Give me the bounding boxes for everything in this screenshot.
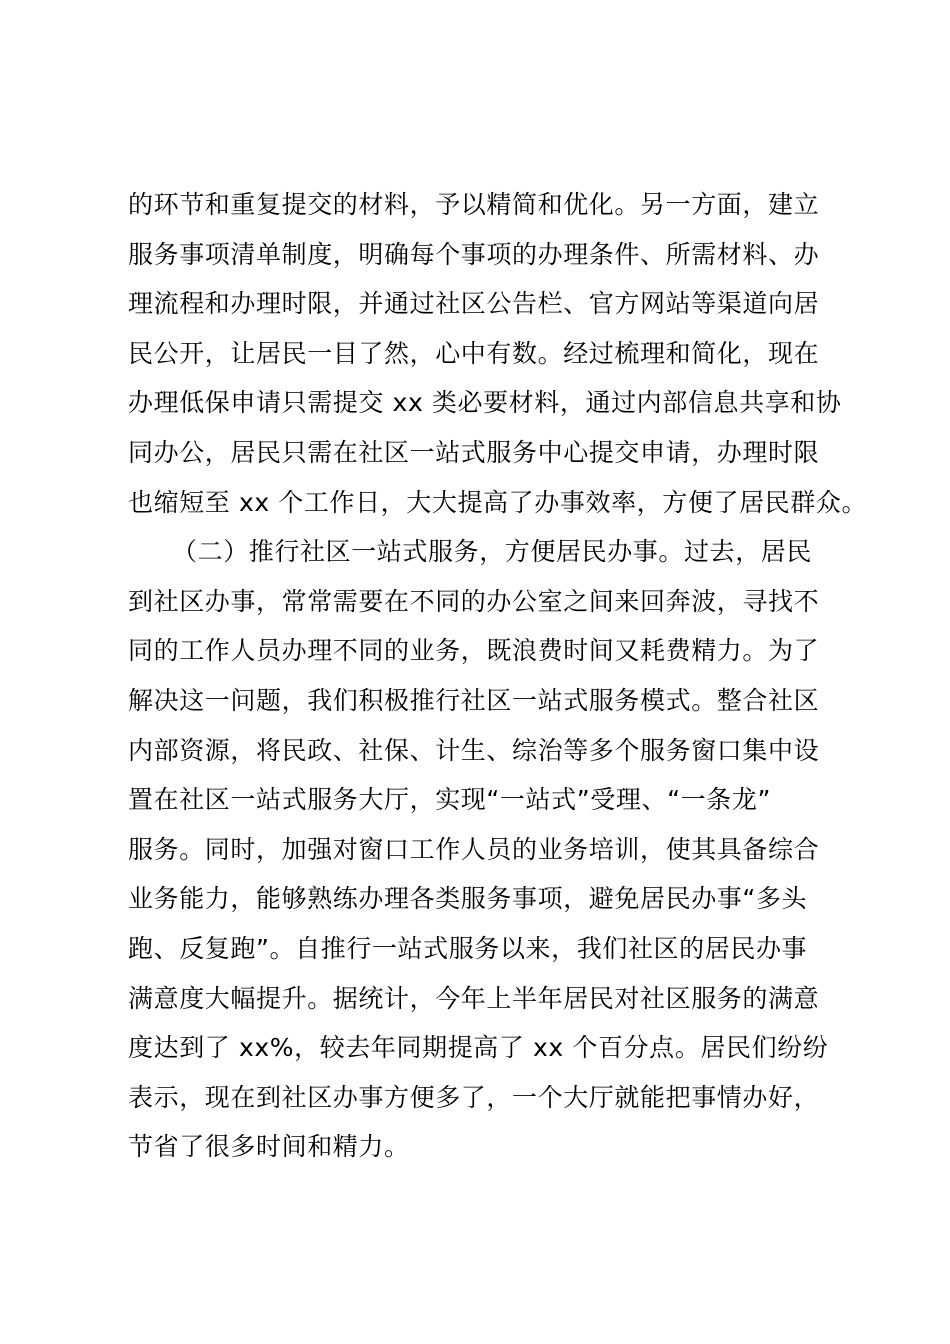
- text-line: 民公开，让居民一目了然，心中有数。经过梳理和简化，现在: [128, 338, 820, 368]
- section-heading-line: （二）推行社区一站式服务，方便居民办事。过去，居民: [172, 537, 813, 567]
- text-line: 同的工作人员办理不同的业务，既浪费时间又耗费精力。为了: [128, 636, 820, 666]
- text-line: 的环节和重复提交的材料，予以精简和优化。另一方面，建立: [128, 190, 820, 219]
- text-line: 内部资源，将民政、社保、计生、综治等多个服务窗口集中设: [128, 735, 820, 765]
- text-line: 业务能力，能够熟练办理各类服务事项，避免居民办事“多头: [128, 884, 808, 914]
- text-line: 跑、反复跑”。自推行一站式服务以来，我们社区的居民办事: [128, 933, 808, 963]
- text-line: 同办公，居民只需在社区一站式服务中心提交申请，办理时限: [128, 437, 820, 467]
- text-line: 节省了很多时间和精力。: [128, 1132, 410, 1162]
- text-line: 服务事项清单制度，明确每个事项的办理条件、所需材料、办: [128, 239, 820, 269]
- text-line: 也缩短至 xx 个工作日，大大提高了办事效率，方便了居民群众。: [128, 487, 868, 517]
- text-line: 表示，现在到社区办事方便多了，一个大厅就能把事情办好，: [128, 1082, 820, 1112]
- text-line: 置在社区一站式服务大厅，实现“一站式”受理、“一条龙”: [128, 785, 772, 815]
- text-line: 理流程和办理时限，并通过社区公告栏、官方网站等渠道向居: [128, 289, 820, 319]
- text-line: 满意度大幅提升。据统计，今年上半年居民对社区服务的满意: [128, 983, 820, 1013]
- body-text: [128, 180, 868, 1172]
- text-line: 到社区办事，常常需要在不同的办公室之间来回奔波，寻找不: [128, 586, 820, 616]
- text-line: 办理低保申请只需提交 xx 类必要材料，通过内部信息共享和协: [128, 388, 842, 418]
- text-line: 服务。同时，加强对窗口工作人员的业务培训，使其具备综合: [128, 834, 820, 864]
- text-line: 度达到了 xx%，较去年同期提高了 xx 个百分点。居民们纷纷: [128, 1033, 829, 1063]
- text-line: 解决这一问题，我们积极推行社区一站式服务模式。整合社区: [128, 685, 820, 715]
